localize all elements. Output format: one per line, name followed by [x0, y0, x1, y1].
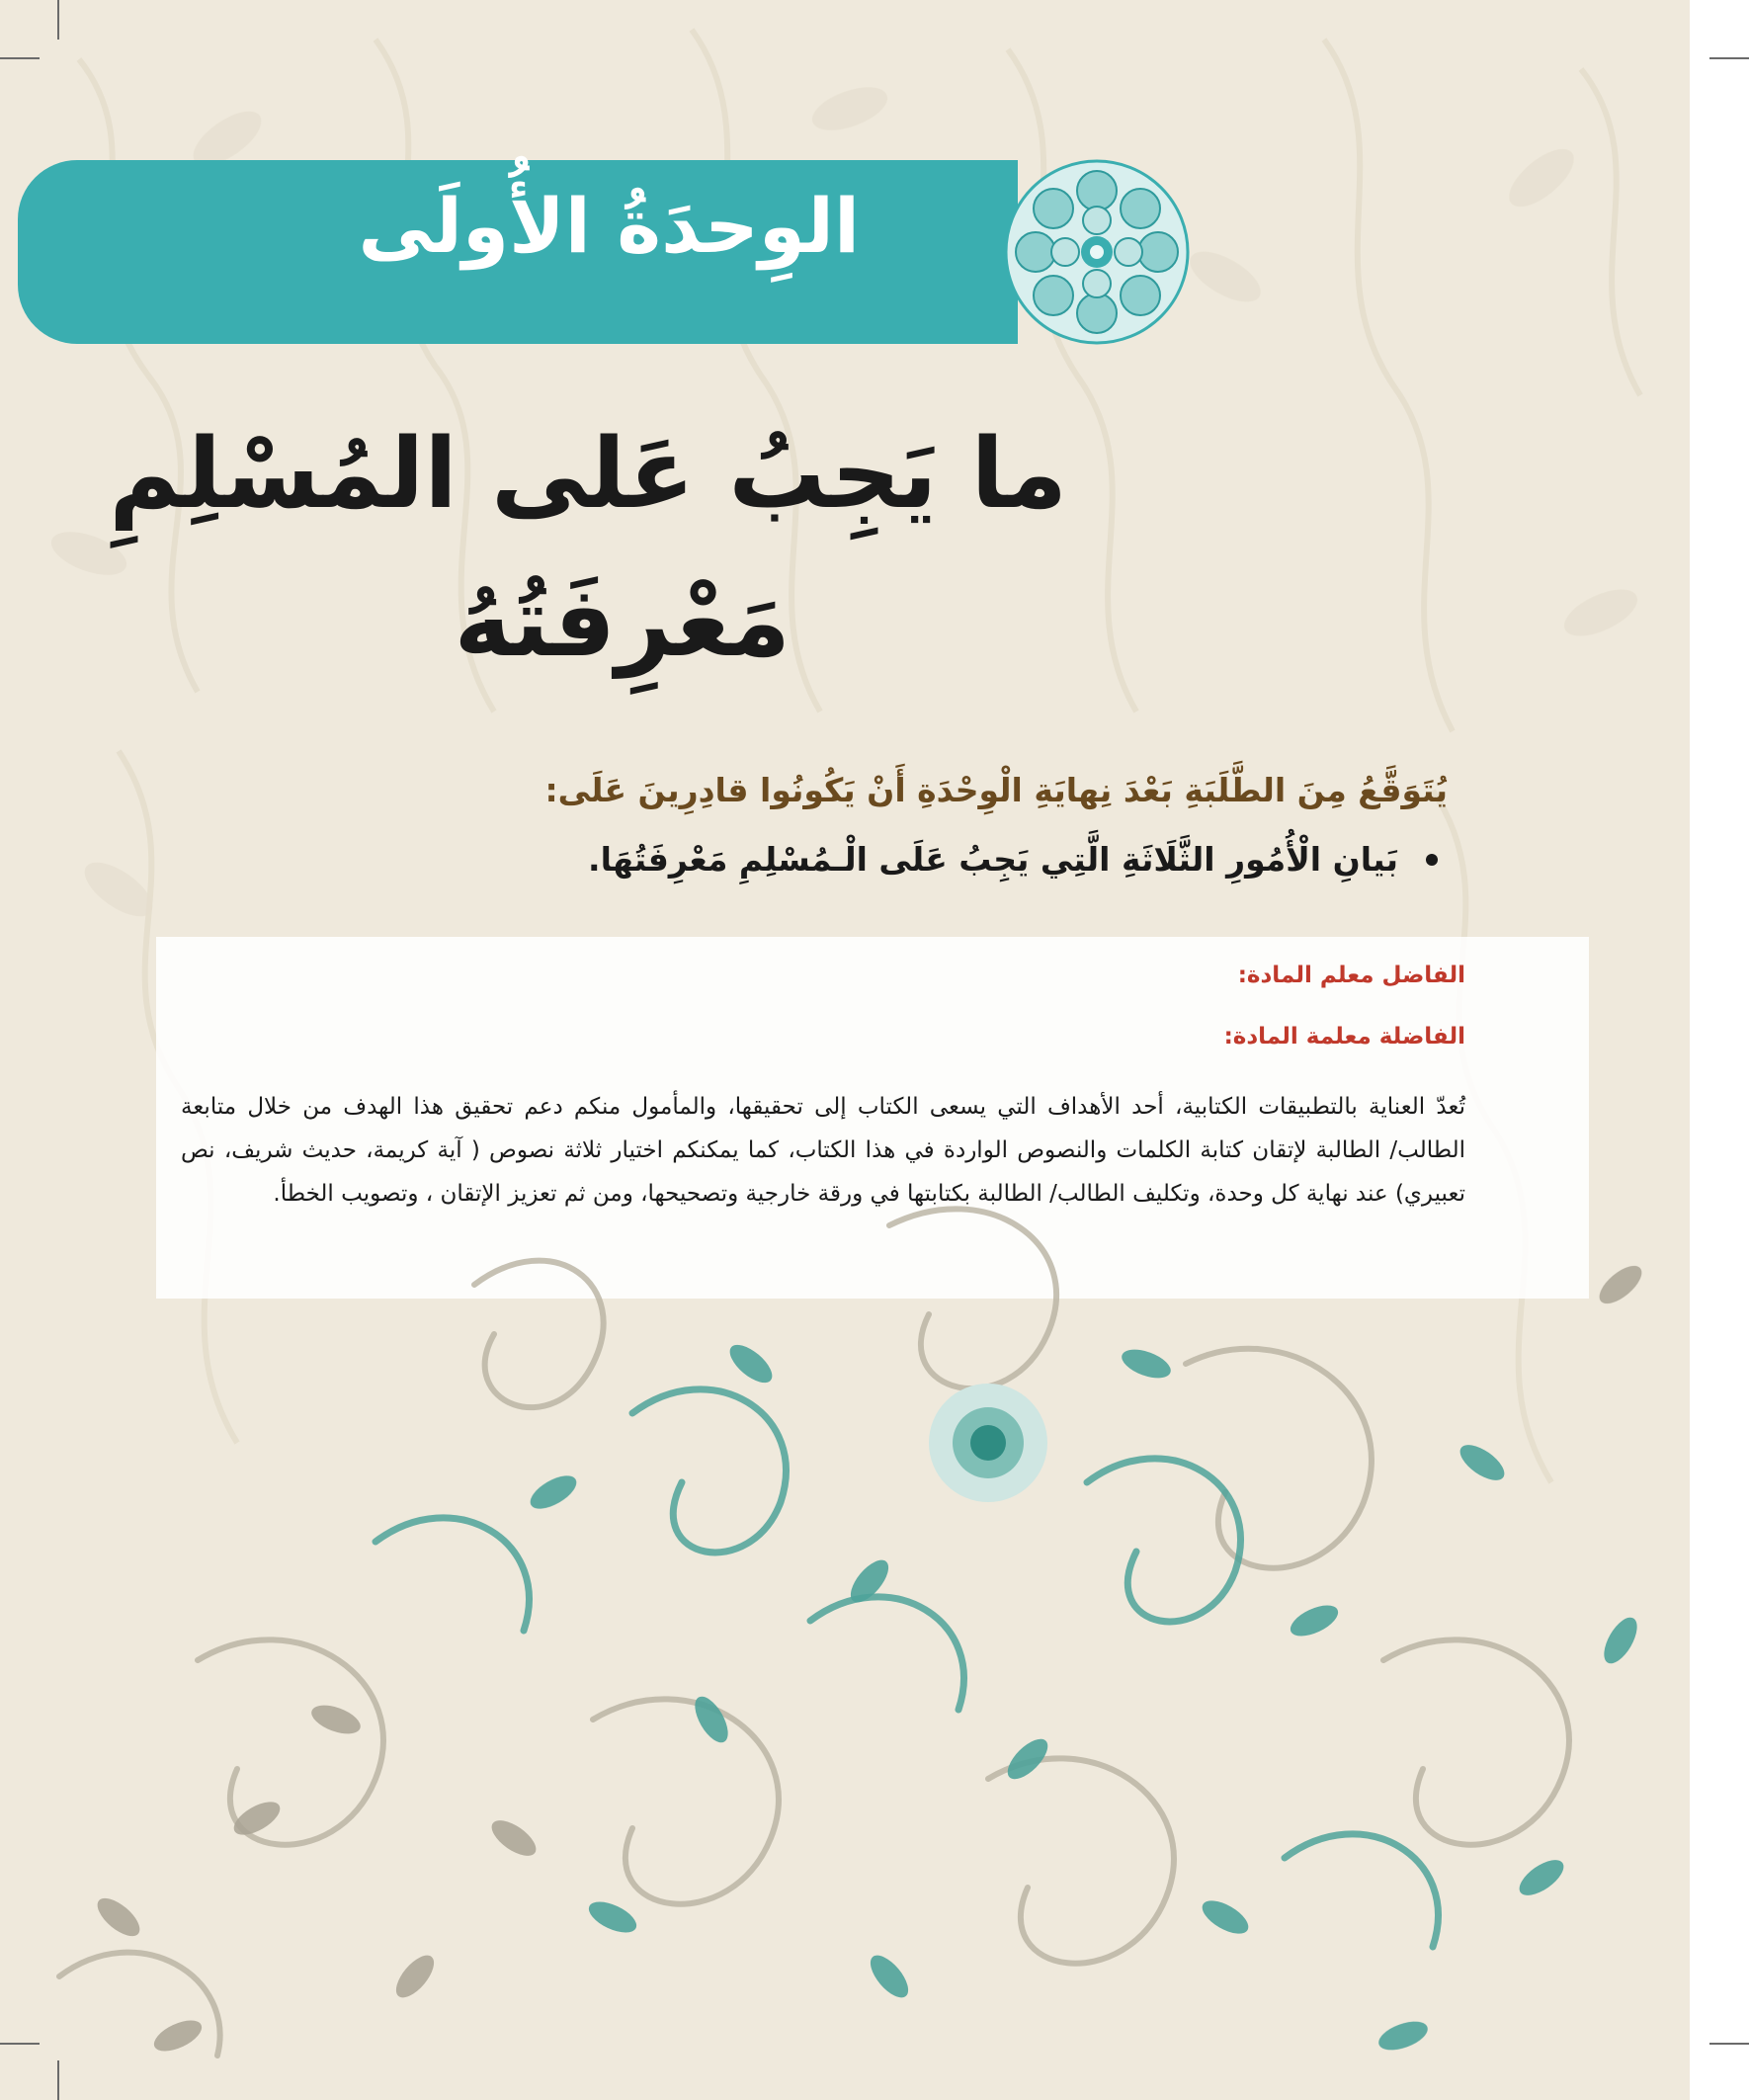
- lesson-title-line-1: ما يَجِبُ عَلى المُسْلِمِ: [109, 418, 1067, 531]
- objectives-intro: يُتَوَقَّعُ مِنَ الطَّلَبَةِ بَعْدَ نِهايَةِ الْوِحْدَةِ أَنْ يَكُونُوا قادِرِينَ عَلَى:: [544, 771, 1448, 809]
- teacher-note-body: تُعدّ العناية بالتطبيقات الكتابية، أحد الأهداف التي يسعى الكتاب إلى تحقيقها، والمأمول منكم دعم تحقيق هذا الهدف من خلال متابعة الطالب/ الطالبة لإتقان كتابة الكلمات والنصوص الواردة في هذا الكتاب، كما يمكنكم اختيار ثلاثة نصوص ( آية كريمة، حديث شريف، نص تعبيري) عند نهاية كل وحدة، وتكليف الطالب/ الطالبة بكتابتها في ورقة خارجية وتصحيحها، ومن ثم تعزيز الإتقان ، وتصويب الخطأ.: [181, 1094, 1465, 1207]
- objective-text: بَيانِ الْأُمُورِ الثَّلَاثَةِ الَّتِي يَجِبُ عَلَى الْـمُسْلِمِ مَعْرِفَتُهَا.: [588, 840, 1398, 879]
- crop-mark: [1709, 2043, 1749, 2045]
- lesson-title: [79, 400, 1067, 697]
- objectives-list: [153, 840, 1438, 879]
- rosette-ornament-icon: [998, 148, 1196, 356]
- crop-mark: [1709, 57, 1749, 59]
- bullet-icon: [1426, 854, 1438, 866]
- unit-banner: [18, 160, 1018, 344]
- lesson-title-line-2: مَعْرِفَتُهُ: [454, 566, 791, 679]
- teacher-label-male: الفاضل معلم المادة:: [1237, 963, 1465, 988]
- objective-item: [153, 840, 1438, 879]
- crop-mark: [0, 2043, 40, 2045]
- crop-mark: [0, 57, 40, 59]
- floral-decoration: [0, 1166, 1690, 2100]
- teal-flower-icon: [929, 1384, 1047, 1502]
- teacher-label-female: الفاضلة معلمة المادة:: [1223, 1024, 1465, 1050]
- unit-title: الوِحدَةُ الأُولَى: [358, 182, 860, 270]
- crop-mark: [57, 0, 59, 40]
- crop-mark: [57, 2060, 59, 2100]
